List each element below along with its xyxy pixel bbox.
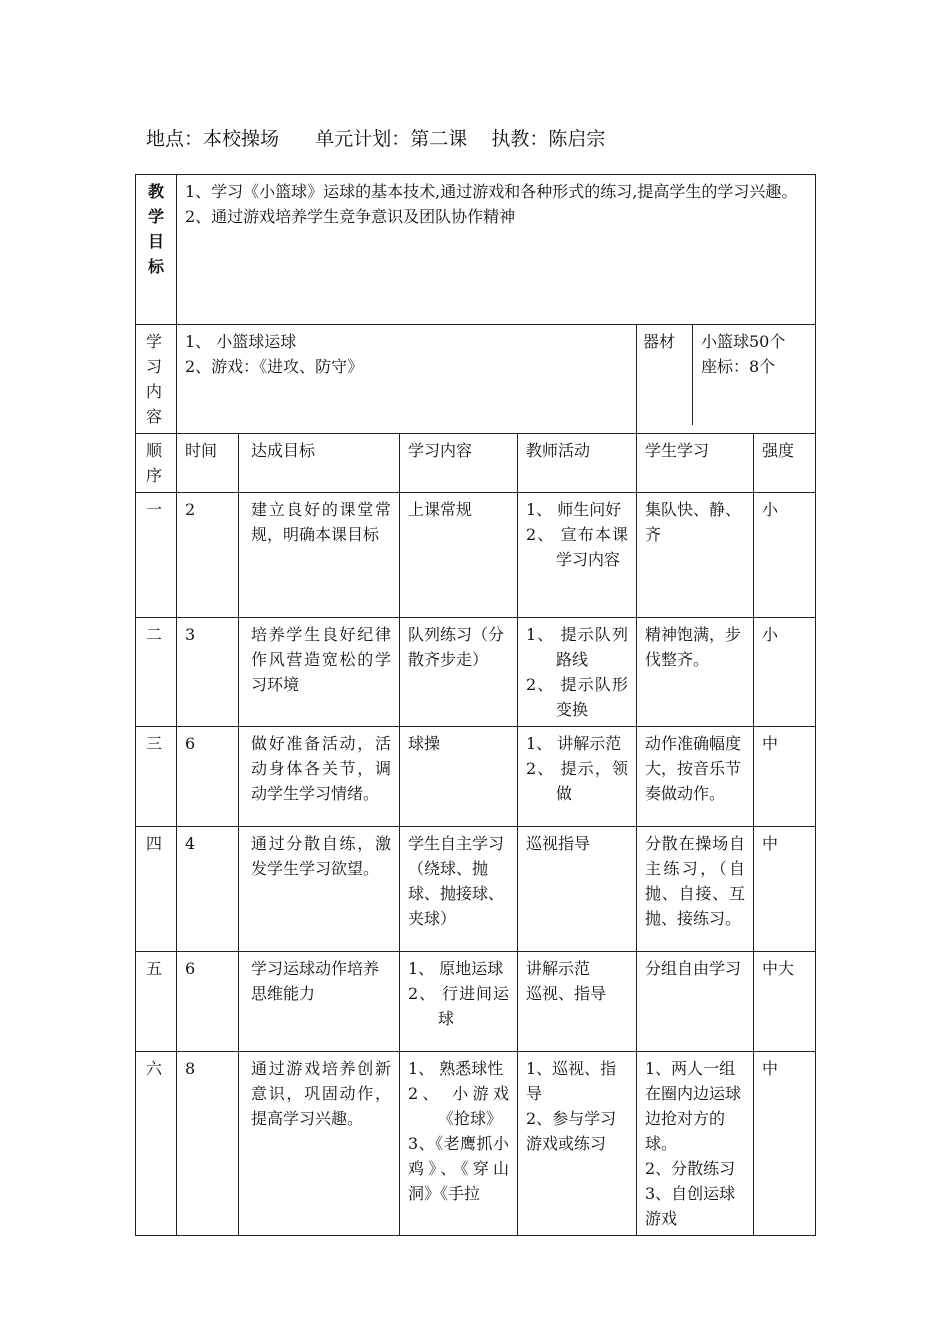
col-header-student: 学生学习 xyxy=(637,434,754,493)
column-header-row xyxy=(136,434,816,493)
row-time: 6 xyxy=(177,952,239,1052)
teaching-goal-label: 教 学 目 标 xyxy=(136,175,177,325)
row-teacher: 1、 提示队列路线 2、 提示队形变换 xyxy=(518,618,637,727)
row-time: 4 xyxy=(177,827,239,952)
row-goal: 建立良好的课堂常规，明确本课目标 xyxy=(239,493,400,618)
lesson-plan-table xyxy=(135,174,816,1236)
row-intensity: 小 xyxy=(754,618,816,727)
row-teacher: 巡视指导 xyxy=(518,827,637,952)
row-content: 1、 熟悉球性 2、 小游戏《抢球》 3、《老鹰抓小鸡》、《穿山洞》《手拉 xyxy=(400,1052,518,1236)
row-time: 6 xyxy=(177,727,239,827)
row-order: 六 xyxy=(136,1052,177,1236)
row-order: 一 xyxy=(136,493,177,618)
row-time: 2 xyxy=(177,493,239,618)
row-order: 四 xyxy=(136,827,177,952)
row-goal: 通过分散自练，激发学生学习欲望。 xyxy=(239,827,400,952)
row-content: 队列练习（分散齐步走） xyxy=(400,618,518,727)
table-row xyxy=(136,493,816,618)
table-row xyxy=(136,618,816,727)
row-teacher: 1、 师生问好 2、 宣布本课学习内容 xyxy=(518,493,637,618)
row-goal: 学习运球动作培养思维能力 xyxy=(239,952,400,1052)
table-row xyxy=(136,827,816,952)
row-intensity: 中 xyxy=(754,827,816,952)
equipment-cell xyxy=(637,325,816,434)
teaching-goal-row xyxy=(136,175,816,325)
row-order: 五 xyxy=(136,952,177,1052)
row-teacher: 1、巡视、指导 2、参与学习游戏或练习 xyxy=(518,1052,637,1236)
row-student: 分组自由学习 xyxy=(637,952,754,1052)
col-header-teacher: 教师活动 xyxy=(518,434,637,493)
table-row xyxy=(136,1052,816,1236)
equipment-list: 小篮球50个 座标：8个 xyxy=(701,332,786,376)
table-row xyxy=(136,952,816,1052)
row-student: 集队快、静、齐 xyxy=(637,493,754,618)
lesson-header: 地点：本校操场 单元计划：第二课 执教：陈启宗 xyxy=(146,128,606,150)
equipment-label: 器材 xyxy=(637,325,693,425)
row-intensity: 中 xyxy=(754,1052,816,1236)
col-header-content: 学习内容 xyxy=(400,434,518,493)
col-header-intensity: 强度 xyxy=(754,434,816,493)
row-student: 动作准确幅度大，按音乐节奏做动作。 xyxy=(637,727,754,827)
row-student: 分散在操场自主练习，（自抛、自接、互抛、接练习。 xyxy=(637,827,754,952)
row-time: 8 xyxy=(177,1052,239,1236)
row-goal: 培养学生良好纪律作风营造宽松的学习环境 xyxy=(239,618,400,727)
goal-line: 1、学习《小篮球》运球的基本技术,通过游戏和各种形式的练习,提高学生的学习兴趣。 xyxy=(185,182,798,201)
row-student: 精神饱满，步伐整齐。 xyxy=(637,618,754,727)
learning-content-label: 学 习 内 容 xyxy=(136,325,177,434)
row-intensity: 中 xyxy=(754,727,816,827)
row-goal: 做好准备活动，活动身体各关节，调动学生学习情绪。 xyxy=(239,727,400,827)
row-goal: 通过游戏培养创新意识，巩固动作，提高学习兴趣。 xyxy=(239,1052,400,1236)
learning-content-items: 1、 小篮球运球 2、游戏：《进攻、防守》 xyxy=(177,325,637,434)
row-teacher: 1、 讲解示范 2、 提示，领做 xyxy=(518,727,637,827)
row-intensity: 小 xyxy=(754,493,816,618)
row-content: 1、 原地运球 2、 行进间运球 xyxy=(400,952,518,1052)
row-order: 三 xyxy=(136,727,177,827)
row-intensity: 中大 xyxy=(754,952,816,1052)
col-header-time: 时间 xyxy=(177,434,239,493)
row-order: 二 xyxy=(136,618,177,727)
row-content: 学生自主学习（绕球、抛球、抛接球、夹球） xyxy=(400,827,518,952)
learning-content-row xyxy=(136,325,816,434)
col-header-goal: 达成目标 xyxy=(239,434,400,493)
row-teacher: 讲解示范 巡视、指导 xyxy=(518,952,637,1052)
col-header-order: 顺序 xyxy=(136,434,177,493)
table-row xyxy=(136,727,816,827)
teaching-goal-text xyxy=(177,175,816,325)
row-student: 1、两人一组在圈内边运球边抢对方的球。 2、分散练习 3、自创运球游戏 xyxy=(637,1052,754,1236)
row-time: 3 xyxy=(177,618,239,727)
row-content: 球操 xyxy=(400,727,518,827)
row-content: 上课常规 xyxy=(400,493,518,618)
goal-line: 2、通过游戏培养学生竞争意识及团队协作精神 xyxy=(185,207,516,226)
